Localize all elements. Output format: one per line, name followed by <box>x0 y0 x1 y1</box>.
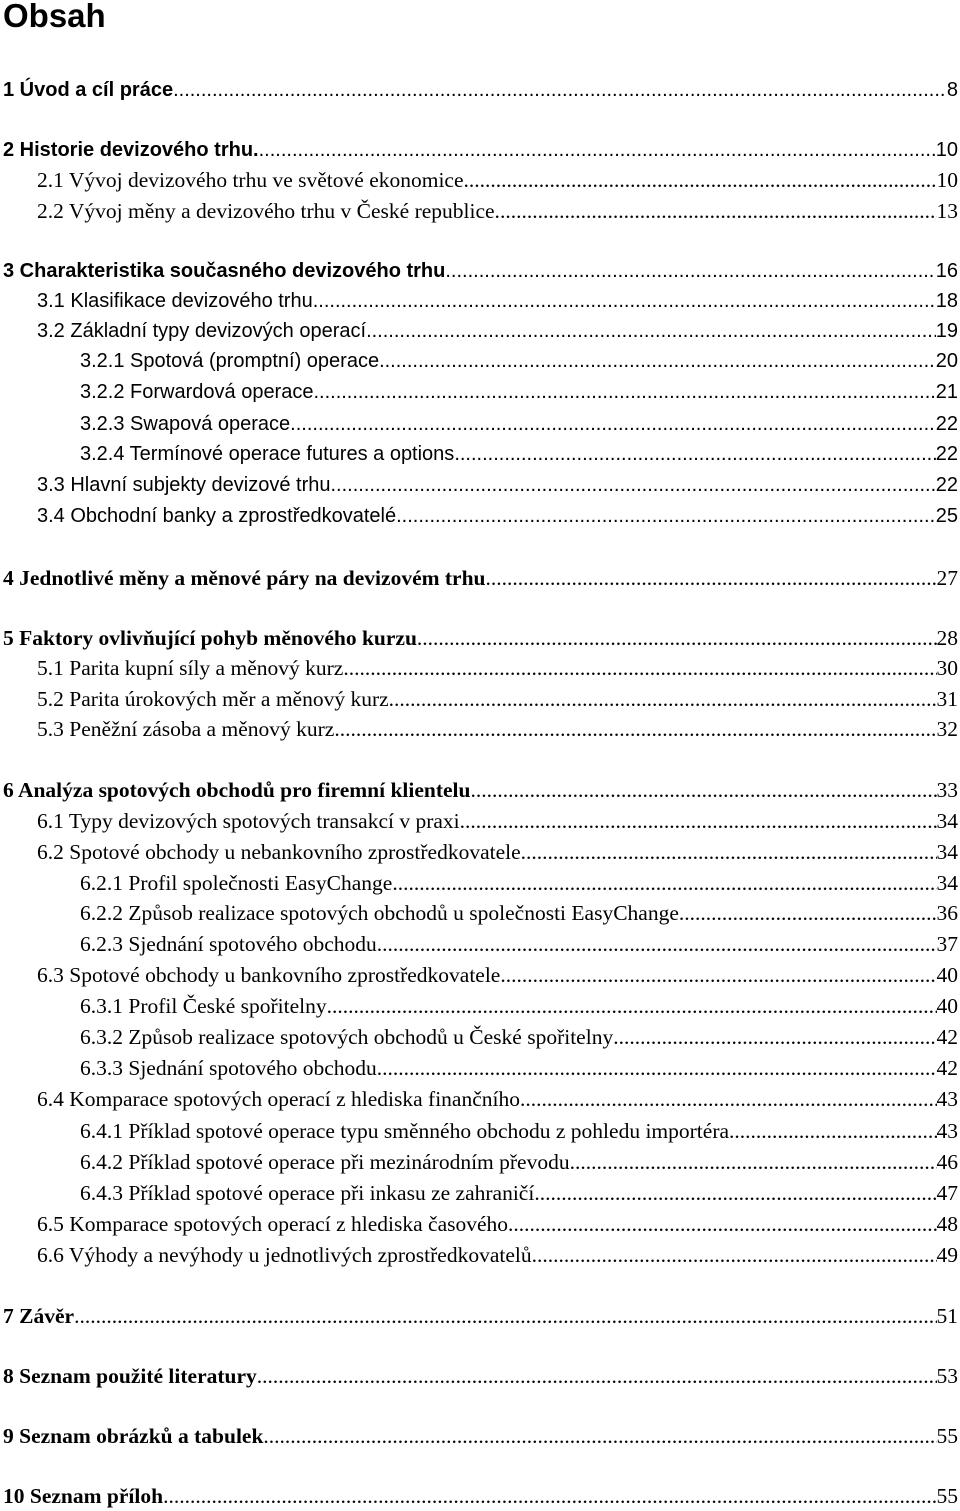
toc-entry[interactable] <box>80 409 958 439</box>
toc-entry-page-number: 49 <box>936 1243 958 1267</box>
toc-leader-dots <box>417 623 937 653</box>
toc-entry-title: 6 Analýza spotových obchodů pro firemní klientelu <box>3 778 471 802</box>
toc-leader-dots <box>521 837 937 867</box>
toc-leader-dots <box>74 1301 936 1331</box>
toc-entry-title: 3 Charakteristika současného devizového trhu <box>3 260 446 282</box>
toc-leader-dots <box>366 316 936 346</box>
toc-entry-page-number: 10 <box>935 139 958 161</box>
toc-entry-page-number: 22 <box>935 413 958 435</box>
toc-entry-title: 6.3 Spotové obchody u bankovního zprostředkovatele <box>37 963 501 987</box>
toc-entry-title: 3.2.4 Termínové operace futures a options <box>80 443 455 465</box>
toc-entry[interactable] <box>80 868 958 898</box>
toc-entry[interactable] <box>37 165 958 195</box>
toc-leader-dots <box>377 929 937 959</box>
toc-entry-page-number: 20 <box>935 350 958 372</box>
toc-entry-page-number: 30 <box>936 656 958 680</box>
toc-entry-page-number: 34 <box>936 871 958 895</box>
toc-entry-page-number: 18 <box>935 290 958 312</box>
toc-entry[interactable] <box>3 256 958 286</box>
toc-leader-dots <box>679 898 937 928</box>
toc-entry[interactable] <box>37 196 958 226</box>
toc-leader-dots <box>729 1116 936 1146</box>
toc-entry-page-number: 53 <box>936 1364 958 1388</box>
toc-leader-dots <box>313 286 936 316</box>
toc-entry[interactable] <box>37 714 958 744</box>
toc-entry[interactable] <box>37 1084 958 1114</box>
toc-entry[interactable] <box>37 316 958 346</box>
toc-entry-title: 6.3.3 Sjednání spotového obchodu <box>80 1056 377 1080</box>
toc-leader-dots <box>396 501 936 531</box>
toc-leader-dots <box>500 960 936 990</box>
toc-entry[interactable] <box>80 898 958 928</box>
toc-entry-title: 3.2.3 Swapová operace <box>80 413 291 435</box>
toc-entry-title: 4 Jednotlivé měny a měnové páry na devizovém trhu <box>3 566 486 590</box>
toc-entry-page-number: 46 <box>936 1150 958 1174</box>
toc-entry-page-number: 22 <box>935 443 958 465</box>
toc-entry[interactable] <box>3 1421 958 1451</box>
toc-entry-title: 2.1 Vývoj devizového trhu ve světové ekonomice <box>37 168 464 192</box>
toc-leader-dots <box>392 868 936 898</box>
toc-entry[interactable] <box>37 837 958 867</box>
toc-entry-title: 6.3.2 Způsob realizace spotových obchodů u České spořitelny <box>80 1025 614 1049</box>
toc-entry-page-number: 36 <box>936 901 958 925</box>
toc-entry-title: 3.2.1 Spotová (promptní) operace <box>80 350 380 372</box>
toc-entry-title: 5.2 Parita úrokových měr a měnový kurz <box>37 687 389 711</box>
toc-leader-dots <box>471 775 937 805</box>
toc-entry[interactable] <box>3 623 958 653</box>
toc-leader-dots <box>460 806 937 836</box>
toc-leader-dots <box>534 1178 936 1208</box>
toc-entry-page-number: 43 <box>936 1119 958 1143</box>
toc-entry-page-number: 48 <box>936 1212 958 1236</box>
toc-entry-page-number: 21 <box>935 381 958 403</box>
toc-entry-title: 6.4.3 Příklad spotové operace při inkasu ze zahraničí <box>80 1181 535 1205</box>
toc-entry-title: 2.2 Vývoj měny a devizového trhu v České republice. <box>37 199 500 223</box>
toc-entry[interactable] <box>80 929 958 959</box>
toc-entry-page-number: 47 <box>936 1181 958 1205</box>
toc-entry[interactable] <box>37 501 958 531</box>
toc-entry-title: 3.2.2 Forwardová operace <box>80 381 314 403</box>
toc-entry-page-number: 19 <box>935 320 958 342</box>
toc-entry[interactable] <box>80 1178 958 1208</box>
toc-leader-dots <box>257 1361 937 1391</box>
toc-leader-dots <box>259 135 936 165</box>
toc-entry[interactable] <box>37 286 958 316</box>
toc-leader-dots <box>532 1240 937 1270</box>
toc-leader-dots <box>331 470 936 500</box>
toc-entry-title: 7 Závěr <box>3 1304 75 1328</box>
toc-entry-page-number: 10 <box>936 168 958 192</box>
toc-entry-title: 5.3 Peněžní zásoba a měnový kurz <box>37 717 335 741</box>
toc-entry-title: 6.3.1 Profil České spořitelny <box>80 994 327 1018</box>
toc-entry-title: 6.2.1 Profil společnosti EasyChange <box>80 871 393 895</box>
toc-leader-dots <box>613 1022 936 1052</box>
toc-leader-dots <box>173 75 947 105</box>
toc-entry-title: 8 Seznam použité literatury <box>3 1364 257 1388</box>
toc-entry-title: 6.6 Výhody a nevýhody u jednotlivých zprostředkovatelů <box>37 1243 532 1267</box>
toc-entry-page-number: 42 <box>936 1025 958 1049</box>
toc-entry-page-number: 13 <box>936 199 958 223</box>
toc-entry[interactable] <box>3 135 958 165</box>
toc-entry[interactable] <box>37 470 958 500</box>
toc-entry[interactable] <box>80 1022 958 1052</box>
toc-entry-page-number: 8 <box>946 79 958 101</box>
toc-leader-dots <box>389 684 937 714</box>
toc-leader-dots <box>500 196 937 226</box>
toc-entry[interactable] <box>80 1053 958 1083</box>
toc-leader-dots <box>570 1147 937 1177</box>
toc-entry-title: 6.4.1 Příklad spotové operace typu směnného obchodu z pohledu importéra <box>80 1119 730 1143</box>
toc-entry[interactable] <box>3 1361 958 1391</box>
toc-entry[interactable] <box>37 1209 958 1239</box>
toc-entry[interactable] <box>37 806 958 836</box>
toc-leader-dots <box>520 1084 937 1114</box>
toc-entry-title: 10 Seznam příloh <box>3 1484 164 1508</box>
toc-entry-page-number: 27 <box>936 566 958 590</box>
toc-entry-title: 6.2.2 Způsob realizace spotových obchodů u společnosti EasyChange <box>80 901 679 925</box>
toc-entry-title: 5.1 Parita kupní síly a měnový kurz <box>37 656 344 680</box>
toc-entry[interactable] <box>3 563 958 593</box>
toc-entry-title: 6.5 Komparace spotových operací z hlediska časového <box>37 1212 509 1236</box>
toc-entry[interactable] <box>80 1147 958 1177</box>
toc-leader-dots <box>343 653 936 683</box>
toc-entry-page-number: 40 <box>936 963 958 987</box>
toc-entry[interactable] <box>37 653 958 683</box>
toc-entry-page-number: 42 <box>936 1056 958 1080</box>
page-title: Obsah <box>3 0 106 34</box>
toc-entry-page-number: 33 <box>936 778 958 802</box>
toc-entry[interactable] <box>3 1481 958 1511</box>
toc-entry-page-number: 16 <box>935 260 958 282</box>
toc-leader-dots <box>379 346 936 376</box>
toc-entry[interactable] <box>37 684 958 714</box>
toc-entry-page-number: 34 <box>936 840 958 864</box>
toc-leader-dots <box>327 991 937 1021</box>
toc-entry[interactable] <box>37 1240 958 1270</box>
toc-leader-dots <box>445 256 935 286</box>
toc-entry-page-number: 32 <box>936 717 958 741</box>
toc-entry-title: 3.2 Základní typy devizových operací <box>37 320 367 342</box>
toc-entry[interactable] <box>80 377 958 407</box>
toc-leader-dots <box>464 165 937 195</box>
toc-entry-page-number: 43 <box>936 1087 958 1111</box>
toc-leader-dots <box>290 409 936 439</box>
toc-entry[interactable] <box>3 1301 958 1331</box>
toc-entry-page-number: 22 <box>935 474 958 496</box>
toc-leader-dots <box>313 377 935 407</box>
toc-entry-title: 6.4.2 Příklad spotové operace při mezinárodním převodu <box>80 1150 570 1174</box>
toc-entry-page-number: 28 <box>936 626 958 650</box>
toc-entry-page-number: 31 <box>936 687 958 711</box>
toc-entry-title: 3.1 Klasifikace devizového trhu <box>37 290 313 312</box>
toc-leader-dots <box>263 1421 936 1451</box>
toc-entry-page-number: 25 <box>935 505 958 527</box>
toc-entry-title: 3.4 Obchodní banky a zprostředkovatelé <box>37 505 397 527</box>
toc-leader-dots <box>377 1053 937 1083</box>
toc-entry[interactable] <box>3 775 958 805</box>
toc-entry-title: 9 Seznam obrázků a tabulek <box>3 1424 264 1448</box>
toc-entry[interactable] <box>80 439 958 469</box>
toc-entry-title: 1 Úvod a cíl práce <box>3 79 174 101</box>
toc-entry-page-number: 34 <box>936 809 958 833</box>
toc-leader-dots <box>454 439 935 469</box>
toc-entry-title: 5 Faktory ovlivňující pohyb měnového kurzu <box>3 626 417 650</box>
toc-entry-page-number: 37 <box>936 932 958 956</box>
toc-entry-title: 3.3 Hlavní subjekty devizové trhu <box>37 474 331 496</box>
toc-entry-title: 6.2 Spotové obchody u nebankovního zprostředkovatele <box>37 840 521 864</box>
toc-entry-page-number: 40 <box>936 994 958 1018</box>
toc-entry[interactable] <box>80 991 958 1021</box>
toc-entry-title: 6.4 Komparace spotových operací z hlediska finančního <box>37 1087 520 1111</box>
toc-entry[interactable] <box>3 75 958 105</box>
toc-entry-title: 6.2.3 Sjednání spotového obchodu <box>80 932 377 956</box>
toc-entry[interactable] <box>80 1116 958 1146</box>
toc-leader-dots <box>486 563 937 593</box>
toc-entry-page-number: 55 <box>936 1484 958 1508</box>
toc-leader-dots <box>163 1481 936 1511</box>
toc-entry[interactable] <box>80 346 958 376</box>
toc-entry[interactable] <box>37 960 958 990</box>
toc-entry-page-number: 51 <box>936 1304 958 1328</box>
toc-entry-page-number: 55 <box>936 1424 958 1448</box>
toc-entry-title: 6.1 Typy devizových spotových transakcí v praxi <box>37 809 460 833</box>
toc-leader-dots <box>508 1209 936 1239</box>
toc-leader-dots <box>334 714 936 744</box>
toc-entry-title: 2 Historie devizového trhu. <box>3 139 259 161</box>
